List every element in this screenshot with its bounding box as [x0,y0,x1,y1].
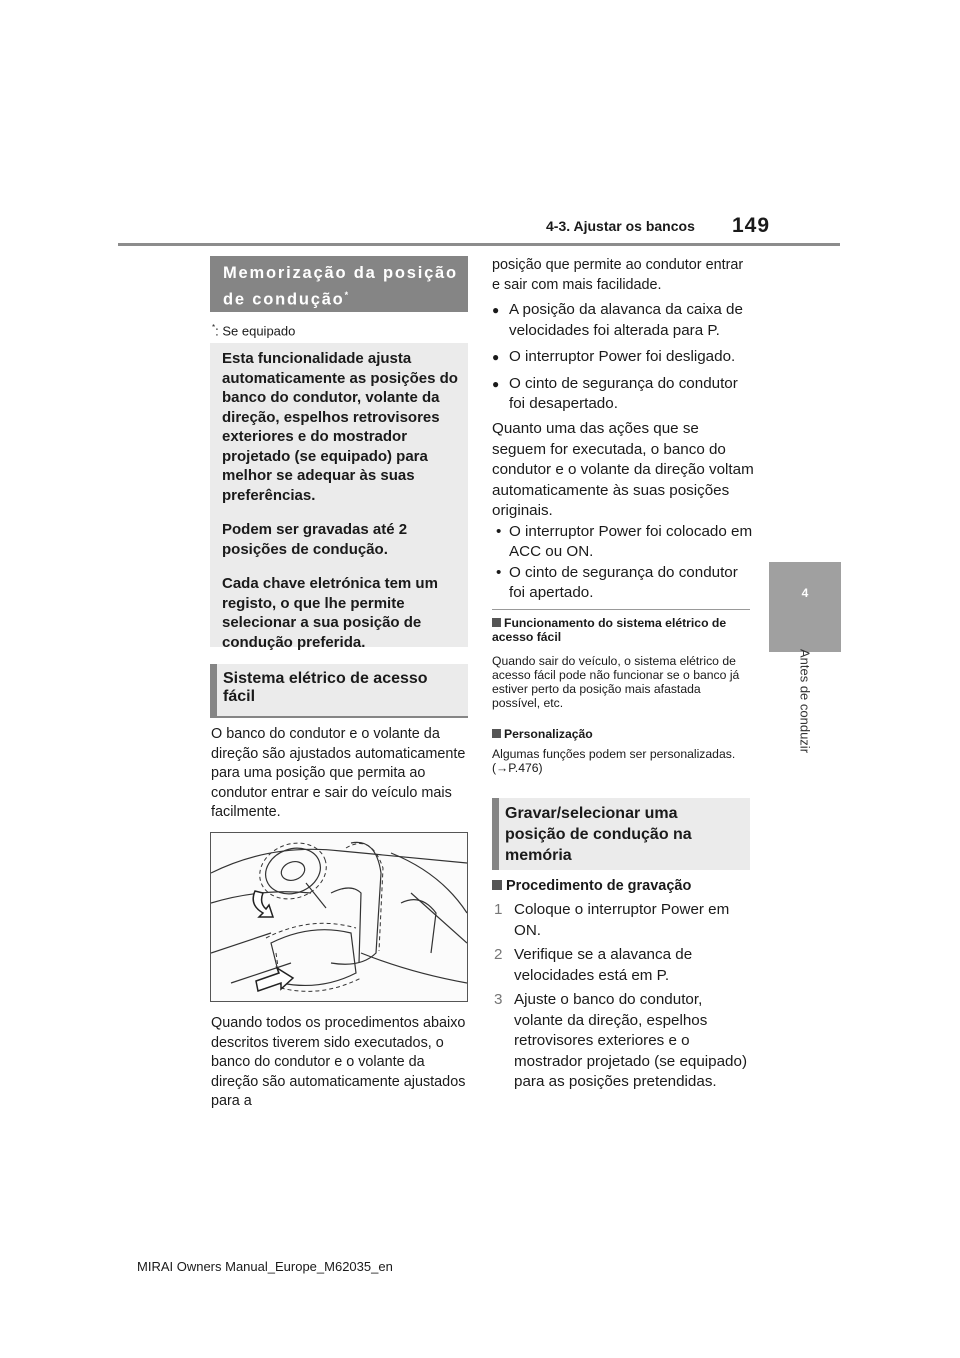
condition-item: ● A posição da alavanca da caixa de velocidades foi alterada para P. [492,300,754,341]
body-paragraph: O banco do condutor e o volante da direção são ajustados automaticamente para uma posição que permita ao condutor entrar e sair do veículo mais facilmente. [211,726,466,820]
procedure-step [492,900,754,941]
note-heading [492,616,750,644]
condition-item: ● O interruptor Power foi desligado. [492,347,754,368]
footnote-text: : Se equipado [215,323,296,339]
note-heading-text: Funcionamento do sistema elétrico de acesso fácil [492,616,727,644]
body-paragraph: Quando todos os procedimentos abaixo descritos tiverem sido executados, o banco do condutor e o volante da direção são automaticamente ajustados para a [211,1015,466,1109]
square-bullet-icon [492,618,501,627]
condition-list [492,300,754,421]
heading-bar [210,664,217,716]
section-title: 4-3. Ajustar os bancos [546,218,695,234]
step-number: 3 [494,991,503,1008]
equipped-mark: * [344,290,350,300]
seat-drawing [211,833,467,1001]
summary-box [210,343,468,651]
seat-illustration [210,832,468,1002]
section-heading-text: Memorização da posição de condução [223,264,458,309]
return-conditions [492,419,754,604]
step-text: Verifique se a alavanca de velocidades está em P. [514,946,693,984]
condition-item: ● O cinto de segurança do condutor foi desapertado. [492,374,754,415]
note-heading [492,727,750,741]
summary-paragraph: Podem ser gravadas até 2 posições de condução. [222,521,408,558]
square-bullet-icon [492,880,502,890]
note-text: Quando sair do veículo, o sistema elétrico de acesso fácil pode não funcionar se o banco já estiver perto da posição mais afastada possível, etc. [492,654,740,710]
page-number: 149 [732,214,771,237]
notes-divider [492,609,750,610]
chapter-label [770,636,840,766]
note-heading-text: Personalização [504,727,593,741]
subheading-text: Gravar/selecionar uma posição de condução na memória [505,805,692,864]
note-text: Algumas funções podem ser personalizadas. (→P.476) [492,747,736,775]
subheading-easy-access [210,664,468,716]
procedure-step [492,945,754,986]
header-divider [118,243,840,246]
heading-bar [492,798,499,870]
step-number: 1 [494,901,503,918]
section-heading-memory [210,256,468,312]
step-text: Coloque o interruptor Power em ON. [514,901,730,939]
chapter-label-text: Antes de conduzir [797,648,813,754]
subheading-underline [210,716,468,718]
summary-paragraph: Esta funcionalidade ajusta automaticamente as posições do banco do condutor, volante da direção, espelhos retrovisores exteriores e do mostrador projetado (se equipado) para melhor se adequar às suas preferências. [222,350,458,504]
footnote-mark: * [212,323,216,332]
square-bullet-icon [492,729,501,738]
chapter-number: 4 [801,586,809,600]
summary-paragraph: Cada chave eletrónica tem um registo, o que lhe permite selecionar a sua posição de condução preferida. [222,575,438,651]
procedure-heading-text: Procedimento de gravação [506,878,692,894]
return-item: • O cinto de segurança do condutor foi apertado. [492,563,754,604]
step-text: Ajuste o banco do condutor, volante da direção, espelhos retrovisores exteriores e o mostrador projetado (se equipado) para as posições pretendidas. [514,991,748,1090]
procedure-heading [492,878,691,894]
return-item: • O interruptor Power foi colocado em ACC ou ON. [492,522,754,563]
procedure-step [492,990,754,1093]
footer-doc-id: MIRAI Owners Manual_Europe_M62035_en [137,1259,393,1274]
subheading-memory-record [492,798,750,870]
footnote [212,323,295,338]
body-paragraph: Quanto uma das ações que se seguem for executada, o banco do condutor e o volante da direção voltam automaticamente às suas posições originais. [492,420,754,519]
subheading-text: Sistema elétrico de acesso fácil [223,670,428,705]
step-number: 2 [494,946,503,963]
body-paragraph-continued: posição que permite ao condutor entrar e sair com mais facilidade. [492,257,744,293]
